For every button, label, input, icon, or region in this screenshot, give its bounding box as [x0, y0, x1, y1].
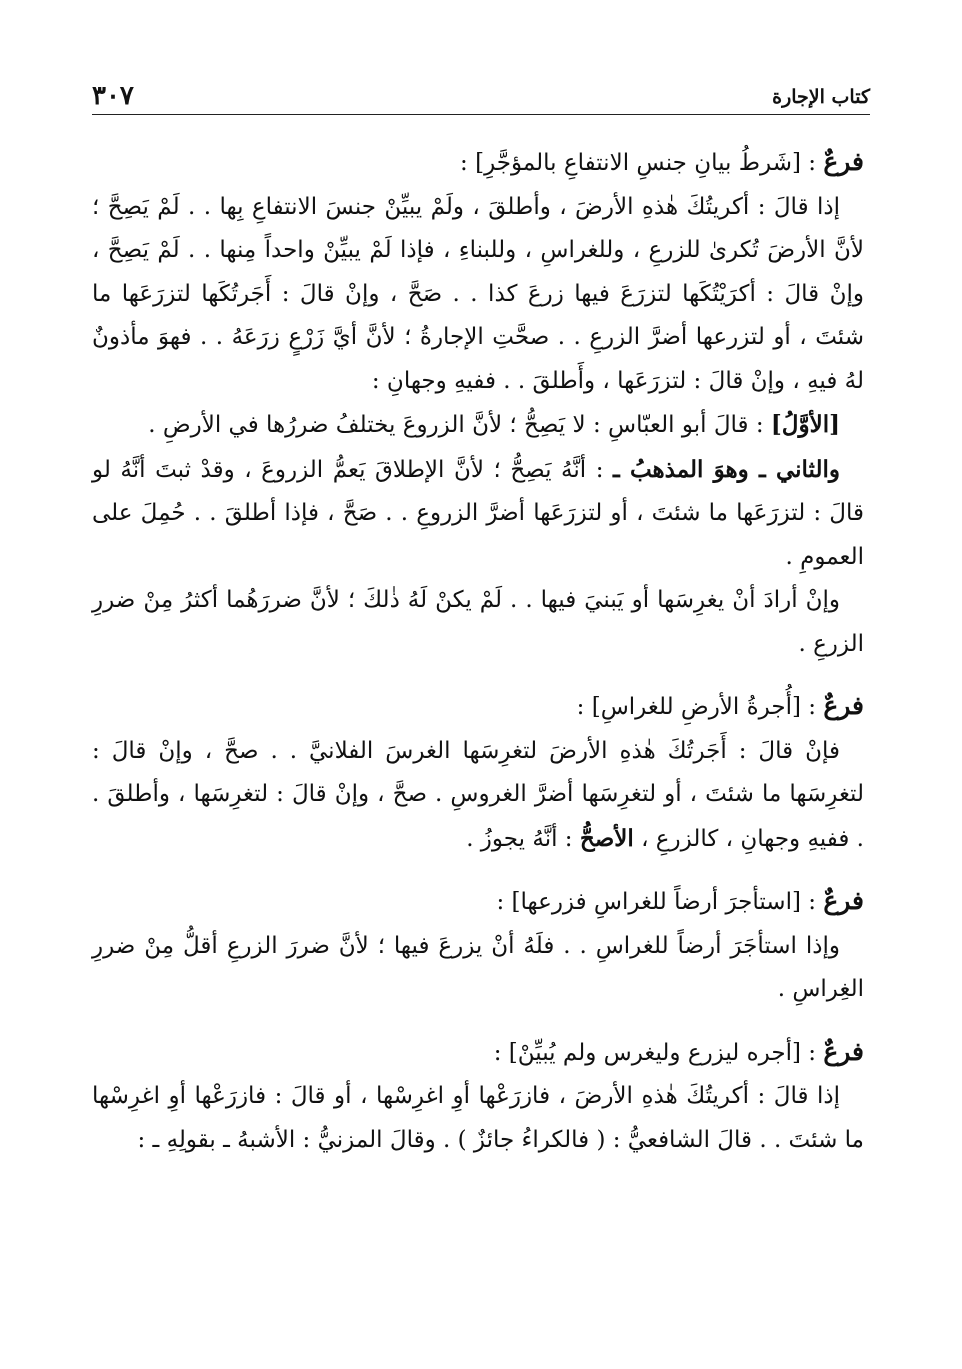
paragraph	[92, 730, 864, 862]
section-rented-for-planting	[92, 879, 864, 1012]
far-label: فرعٌ	[823, 691, 864, 720]
page-number: ٣٠٧	[92, 81, 134, 111]
section-unspecified	[92, 1030, 864, 1163]
section-heading	[92, 879, 864, 925]
view-text: : قالَ أبو العبّاسِ : لا يَصِحُّ ؛ لأنَّ الزروعَ يختلفُ ضررُها في الأرضِ .	[148, 412, 764, 438]
section-title: : [أجره ليزرع وليغرس ولم يُبيِّنْ] :	[493, 1039, 817, 1066]
page-body	[92, 140, 864, 1180]
paragraph: وإنْ أرادَ أنْ يغرِسَها أو يَبنيَ فيها . . لَمْ يكنْ لَهُ ذٰلكَ ؛ لأنَّ ضررَهُما أكثرُ مِنْ ضررِ الزرعِ .	[92, 587, 864, 657]
paragraph-second-view	[92, 448, 864, 580]
section-heading	[92, 140, 864, 186]
section-heading	[92, 684, 864, 730]
paragraph: إذا قالَ : أكريتُكَ هٰذهِ الأرضَ ، فازرَعْها أوِ اغرِسْها ، أو قالَ : فازرَعْها أوِ اغرِسْها ما شئتَ . . قالَ الشافعيُّ : ( فالكراءُ جائزٌ ) . وقالَ المزنيُّ : الأشبهُ ـ بقولِهِ ـ :	[92, 1083, 864, 1153]
section-title: : [أُجرةُ الأرضِ للغراسِ] :	[576, 694, 817, 720]
running-title: كتاب الإجارة	[772, 86, 870, 108]
paragraph: وإذا استأجَرَ أرضاً للغراسِ . . فلَهُ أنْ يزرعَ فيها ؛ لأنَّ ضررَ الزرعِ أقلُّ مِنْ ضررِ الغِراسِ .	[92, 932, 864, 1002]
view-term: الأصحُّ	[579, 824, 634, 852]
section-heading	[92, 1030, 864, 1076]
section-condition-of-use	[92, 140, 864, 666]
far-label: فرعٌ	[823, 1036, 864, 1066]
far-label: فرعٌ	[823, 886, 864, 915]
section-planting-rent	[92, 684, 864, 861]
page-header	[92, 70, 870, 115]
paragraph-text: فإنْ قالَ : أَجَرتُكَ هٰذهِ الأرضَ لتغرِسَها الغرسَ الفلانيَّ . . صحَّ ، وإنْ قالَ : لتغرِسَها ما شئتَ ، أو لتغرِسَها أضرَّ الغروسِ . صحَّ ، وإنْ قالَ : لتغرِسَها ، وأطلقَ . . ففيهِ وجهانِ ، كالزرعِ ،	[92, 737, 864, 852]
section-title: : [استأجرَ أرضاً للغراسِ فزرعها] :	[496, 889, 817, 915]
paragraph-text: : أنَّهُ يجوزُ .	[466, 825, 573, 852]
view-term: [الأوَّلُ]	[770, 411, 840, 438]
section-title: : [شَرطُ بيانِ جنسِ الانتفاعِ بالمؤجَّرِ] :	[460, 150, 817, 176]
paragraph-first-view	[92, 403, 864, 448]
far-label: فرعٌ	[823, 147, 864, 176]
paragraph: إذا قالَ : أكريتُكَ هٰذهِ الأرضَ ، وأطلقَ ، ولَمْ يبيِّنْ جنسَ الانتفاعِ بِها . . لَمْ يَصِحَّ ؛ لأنَّ الأرضَ تُكرىٰ للزرعِ ، وللغراسِ ، وللبناءِ ، فإذا لَمْ يبيِّنْ واحداً مِنها . . لَمْ يَصِحَّ ، وإنْ قالَ : أكرَيْتُكَها لتزرَعَ فيها زرعَ كذا . . صَحَّ ، وإنْ قالَ : أَجَرتُكَها لتزرَعَها ما شئتَ ، أو لتزرعها أضرَّ الزرعِ . . صحَّتِ الإجارةُ ؛ لأنَّ أيَّ زَرْعٍ زرَعَهُ . . فهوَ مأذونٌ لهُ فيهِ ، وإنْ قالَ : لتزرَعَها ، وأَطلقَ . . ففيهِ وجهانِ :	[92, 193, 864, 394]
view-text: : أنَّهُ يَصِحُّ ؛ لأنَّ الإطلاقَ يَعمُّ الزروعَ ، وقدْ ثبتَ أنَّهُ لو قالَ : لتزرَعَها ما شئتَ ، أو لتزرَعَها أضرَّ الزروعِ . . صَحَّ ، فإذا أطلقَ . . حُمِلَ على العمومِ .	[92, 456, 864, 570]
view-term: والثاني ـ وهوَ المذهبُ ـ	[613, 455, 840, 483]
